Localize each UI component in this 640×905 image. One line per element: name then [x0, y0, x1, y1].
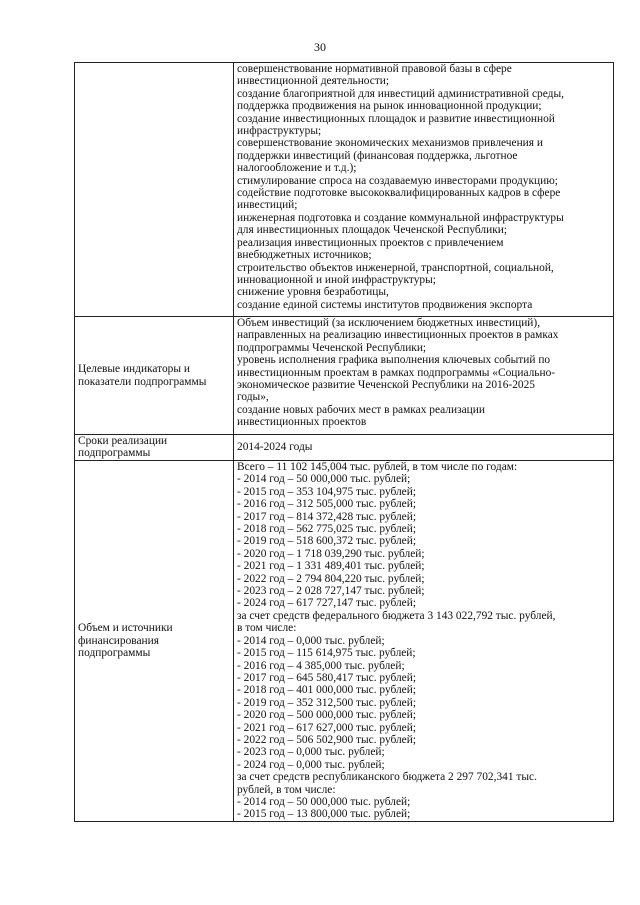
text-line: совершенствование экономических механизмов привлечения и	[237, 137, 543, 150]
text-line: - 2022 год – 2 794 804,220 тыс. рублей;	[237, 572, 425, 585]
text-line: для инвестиционных площадок Чеченской Республики;	[237, 224, 507, 237]
text-line: - 2020 год – 500 000,000 тыс. рублей;	[237, 709, 416, 722]
text-line: - 2024 год – 0,000 тыс. рублей;	[237, 758, 385, 771]
text-line: - 2021 год – 1 331 489,401 тыс. рублей;	[237, 560, 425, 573]
row-content-financing	[234, 461, 614, 822]
text-line: - 2024 год – 617 727,147 тыс. рублей;	[237, 597, 416, 610]
label-line: Объем и источники	[78, 622, 173, 635]
text-line: - 2023 год – 2 028 727,147 тыс. рублей;	[237, 585, 425, 598]
text-line: инвестиционных проектов	[237, 416, 367, 429]
text-line: поддержки инвестиций (финансовая поддержка, льготное	[237, 149, 518, 162]
row-label-financing	[75, 461, 234, 822]
text-line: - 2015 год – 13 800,000 тыс. рублей;	[237, 808, 411, 821]
text-line: создание новых рабочих мест в рамках реализации	[237, 403, 485, 416]
indicators-label	[78, 363, 230, 388]
text-line: инвестиций;	[237, 199, 298, 212]
text-line: снижение уровня безработицы,	[237, 286, 389, 299]
terms-lines	[237, 441, 610, 453]
label-line: подпрограммы	[78, 647, 151, 660]
table-row-financing	[75, 461, 614, 822]
text-line: создание благоприятной для инвестиций административной среды,	[237, 87, 564, 100]
text-line: Всего – 11 102 145,004 тыс. рублей, в том числе по годам:	[237, 461, 518, 473]
text-line: инженерная подготовка и создание коммунальной инфраструктуры	[237, 211, 564, 224]
text-line: создание инвестиционных площадок и развитие инвестиционной	[237, 112, 555, 125]
text-line: инновационной и иной инфраструктуры;	[237, 273, 436, 286]
text-line: подпрограммы Чеченской Республики;	[237, 341, 427, 354]
text-line: Объем инвестиций (за исключением бюджетных инвестиций),	[237, 317, 541, 329]
text-line: - 2023 год – 0,000 тыс. рублей;	[237, 746, 385, 759]
text-line: уровень исполнения графика выполнения ключевых событий по	[237, 354, 551, 367]
text-line: - 2019 год – 352 312,500 тыс. рублей;	[237, 696, 416, 709]
terms-label	[78, 435, 230, 460]
row-content-indicators	[234, 317, 614, 435]
text-line: - 2015 год – 353 104,975 тыс. рублей;	[237, 485, 416, 498]
text-line: 2014-2024 годы	[237, 441, 313, 454]
text-line: совершенствование нормативной правовой базы в сфере	[237, 63, 512, 75]
text-line: инвестиционным проектам в рамках подпрограммы «Социально-	[237, 366, 556, 379]
text-line: экономическое развитие Чеченской Республики на 2016-2025	[237, 379, 535, 392]
financing-lines	[237, 461, 610, 821]
text-line: - 2021 год – 617 627,000 тыс. рублей;	[237, 721, 416, 734]
text-line: - 2017 год – 814 372,428 тыс. рублей;	[237, 510, 416, 523]
text-line: за счет средств республиканского бюджета 2 297 702,341 тыс.	[237, 771, 537, 784]
text-line: - 2018 год – 401 000,000 тыс. рублей;	[237, 684, 416, 697]
text-line: рублей, в том числе:	[237, 783, 336, 796]
tasks-lines	[237, 63, 610, 311]
table-row-tasks	[75, 63, 614, 317]
text-line: - 2020 год – 1 718 039,290 тыс. рублей;	[237, 547, 425, 560]
text-line: внебюджетных источников;	[237, 249, 372, 262]
row-label-indicators	[75, 317, 234, 435]
text-line: инфраструктуры;	[237, 125, 322, 138]
text-line: - 2019 год – 518 600,372 тыс. рублей;	[237, 535, 416, 548]
text-line: строительство объектов инженерной, транспортной, социальной,	[237, 261, 554, 274]
text-line: в том числе:	[237, 622, 297, 635]
text-line: - 2016 год – 4 385,000 тыс. рублей;	[237, 659, 405, 672]
subprogram-passport-table	[74, 62, 614, 822]
label-line: показатели подпрограммы	[78, 375, 207, 388]
text-line: за счет средств федерального бюджета 3 143 022,792 тыс. рублей,	[237, 609, 556, 622]
label-line: подпрограммы	[78, 447, 151, 460]
row-content-terms	[234, 435, 614, 461]
label-line: финансирования	[78, 634, 159, 647]
row-content-tasks	[234, 63, 614, 317]
row-label-tasks	[75, 63, 234, 317]
text-line: годы»,	[237, 391, 269, 404]
text-line: - 2022 год – 506 502,900 тыс. рублей;	[237, 733, 416, 746]
text-line: - 2014 год – 0,000 тыс. рублей;	[237, 634, 385, 647]
table-row-indicators	[75, 317, 614, 435]
table-row-terms	[75, 435, 614, 461]
indicators-lines	[237, 317, 610, 429]
row-label-terms	[75, 435, 234, 461]
financing-label	[78, 622, 230, 659]
label-line: Сроки реализации	[78, 435, 168, 447]
text-line: - 2016 год – 312 505,000 тыс. рублей;	[237, 498, 416, 511]
text-line: - 2018 год – 562 775,025 тыс. рублей;	[237, 523, 416, 536]
text-line: содействие подготовке высококвалифицированных кадров в сфере	[237, 187, 561, 200]
text-line: налогообложение и т.д.);	[237, 162, 357, 175]
text-line: - 2015 год – 115 614,975 тыс. рублей;	[237, 647, 416, 660]
text-line: стимулирование спроса на создаваемую инвесторами продукцию;	[237, 174, 558, 187]
text-line: поддержка продвижения на рынок инновационной продукции;	[237, 100, 542, 113]
text-line: реализация инвестиционных проектов с привлечением	[237, 236, 504, 249]
text-line: инвестиционной деятельности;	[237, 75, 390, 88]
text-line: - 2014 год – 50 000,000 тыс. рублей;	[237, 473, 411, 486]
label-line: Целевые индикаторы и	[78, 363, 190, 376]
text-line: направленных на реализацию инвестиционных проектов в рамках	[237, 329, 559, 342]
text-line: - 2017 год – 645 580,417 тыс. рублей;	[237, 671, 416, 684]
page-number: 30	[314, 40, 326, 54]
text-line: создание единой системы институтов продвижения экспорта	[237, 298, 533, 311]
text-line: - 2014 год – 50 000,000 тыс. рублей;	[237, 795, 411, 808]
